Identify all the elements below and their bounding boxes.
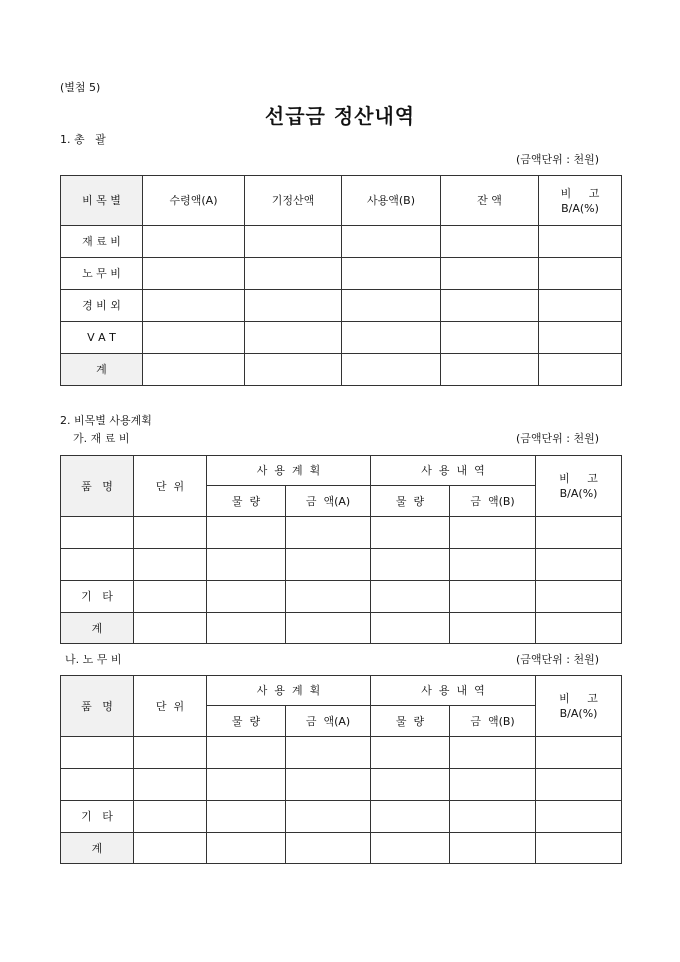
- cell[interactable]: [143, 354, 245, 386]
- cell[interactable]: [207, 613, 286, 644]
- header-actual-amount: 금 액(B): [450, 486, 536, 517]
- cell[interactable]: [450, 801, 536, 833]
- summary-header-row: [61, 176, 622, 226]
- cell[interactable]: [207, 549, 286, 581]
- page-title: 선급금 정산내역: [264, 104, 416, 128]
- cell[interactable]: [441, 290, 539, 322]
- cell[interactable]: [286, 769, 371, 801]
- cell[interactable]: [539, 290, 622, 322]
- row-label-expenses: 경 비 외: [61, 290, 143, 322]
- cell[interactable]: [143, 258, 245, 290]
- header-remark-bottom: B/A(%): [559, 487, 598, 500]
- table-row: [61, 581, 622, 613]
- header-remark: [539, 176, 622, 226]
- cell[interactable]: [286, 517, 371, 549]
- labor-subheading: 나. 노 무 비: [65, 653, 122, 666]
- cell[interactable]: [539, 322, 622, 354]
- header-received: 수령액(A): [143, 176, 245, 226]
- cell[interactable]: [536, 581, 622, 613]
- header-unit: 단 위: [134, 676, 207, 737]
- row-label-other: 기 타: [61, 801, 134, 833]
- header-plan-amount: 금 액(A): [286, 486, 371, 517]
- section1-heading: 1. 총 괄: [60, 133, 106, 146]
- attachment-label: (별첨 5): [60, 81, 101, 94]
- cell[interactable]: [371, 549, 450, 581]
- table-row: [61, 613, 622, 644]
- cell[interactable]: [536, 737, 622, 769]
- header-remark-top: 비 고: [560, 186, 600, 200]
- materials-header-row-1: [61, 456, 622, 486]
- cell[interactable]: [134, 613, 207, 644]
- row-label-materials: 재 료 비: [61, 226, 143, 258]
- cell[interactable]: [342, 322, 441, 354]
- cell[interactable]: [286, 737, 371, 769]
- cell[interactable]: [450, 769, 536, 801]
- header-remark: [536, 676, 622, 737]
- header-item-name: 품 명: [61, 456, 134, 517]
- row-label[interactable]: [61, 737, 134, 769]
- row-label[interactable]: [61, 517, 134, 549]
- table-row: [61, 290, 622, 322]
- header-item-name: 품 명: [61, 676, 134, 737]
- table-row: [61, 801, 622, 833]
- cell[interactable]: [286, 613, 371, 644]
- summary-table: [60, 175, 622, 386]
- row-label-total: 계: [61, 354, 143, 386]
- table-row: [61, 737, 622, 769]
- row-label[interactable]: [61, 549, 134, 581]
- cell[interactable]: [536, 833, 622, 864]
- header-plan-quantity: 물 량: [207, 486, 286, 517]
- cell[interactable]: [371, 613, 450, 644]
- cell[interactable]: [143, 290, 245, 322]
- cell[interactable]: [441, 354, 539, 386]
- cell[interactable]: [539, 258, 622, 290]
- cell[interactable]: [342, 290, 441, 322]
- cell[interactable]: [441, 226, 539, 258]
- cell[interactable]: [450, 517, 536, 549]
- cell[interactable]: [134, 833, 207, 864]
- cell[interactable]: [134, 581, 207, 613]
- header-usage-plan: 사 용 계 획: [207, 676, 371, 706]
- cell[interactable]: [286, 581, 371, 613]
- cell[interactable]: [207, 801, 286, 833]
- cell[interactable]: [207, 581, 286, 613]
- cell[interactable]: [245, 290, 342, 322]
- row-label-labor: 노 무 비: [61, 258, 143, 290]
- header-remark-top: 비 고: [559, 472, 598, 485]
- cell[interactable]: [143, 226, 245, 258]
- row-label-total: 계: [61, 833, 134, 864]
- cell[interactable]: [450, 613, 536, 644]
- cell[interactable]: [371, 769, 450, 801]
- cell[interactable]: [207, 517, 286, 549]
- cell[interactable]: [342, 226, 441, 258]
- cell[interactable]: [245, 354, 342, 386]
- header-unit: 단 위: [134, 456, 207, 517]
- cell[interactable]: [371, 833, 450, 864]
- section2-heading: 2. 비목별 사용계획: [60, 414, 152, 427]
- cell[interactable]: [536, 769, 622, 801]
- cell[interactable]: [371, 581, 450, 613]
- cell[interactable]: [450, 549, 536, 581]
- cell[interactable]: [536, 517, 622, 549]
- cell[interactable]: [134, 737, 207, 769]
- cell[interactable]: [143, 322, 245, 354]
- cell[interactable]: [245, 322, 342, 354]
- cell[interactable]: [371, 737, 450, 769]
- unit-label: (금액단위 : 천원): [516, 153, 600, 166]
- cell[interactable]: [536, 549, 622, 581]
- cell[interactable]: [134, 769, 207, 801]
- table-row: [61, 258, 622, 290]
- cell[interactable]: [539, 354, 622, 386]
- header-plan-amount: 금 액(A): [286, 706, 371, 737]
- table-row: [61, 226, 622, 258]
- cell[interactable]: [286, 549, 371, 581]
- cell[interactable]: [245, 226, 342, 258]
- table-row: [61, 833, 622, 864]
- table-row: [61, 517, 622, 549]
- unit-label: (금액단위 : 천원): [516, 432, 600, 445]
- header-balance: 잔 액: [441, 176, 539, 226]
- row-label-other: 기 타: [61, 581, 134, 613]
- cell[interactable]: [134, 549, 207, 581]
- cell[interactable]: [207, 769, 286, 801]
- unit-label: (금액단위 : 천원): [516, 653, 600, 666]
- cell[interactable]: [286, 833, 371, 864]
- table-row: [61, 769, 622, 801]
- cell[interactable]: [441, 322, 539, 354]
- cell[interactable]: [536, 613, 622, 644]
- header-actual-quantity: 물 량: [371, 706, 450, 737]
- cell[interactable]: [134, 517, 207, 549]
- header-remark-top: 비 고: [559, 692, 598, 705]
- cell[interactable]: [450, 581, 536, 613]
- header-usage-detail: 사 용 내 역: [371, 676, 536, 706]
- labor-table: [60, 675, 622, 864]
- cell[interactable]: [245, 258, 342, 290]
- cell[interactable]: [539, 226, 622, 258]
- header-actual-amount: 금 액(B): [450, 706, 536, 737]
- materials-table: [60, 455, 622, 644]
- labor-header-row-1: [61, 676, 622, 706]
- header-plan-quantity: 물 량: [207, 706, 286, 737]
- cell[interactable]: [134, 801, 207, 833]
- table-row: [61, 354, 622, 386]
- cell[interactable]: [536, 801, 622, 833]
- row-label-vat: V A T: [61, 322, 143, 354]
- cell[interactable]: [342, 258, 441, 290]
- cell[interactable]: [207, 833, 286, 864]
- materials-subheading: 가. 재 료 비: [73, 432, 130, 445]
- header-usage-plan: 사 용 계 획: [207, 456, 371, 486]
- header-used: 사용액(B): [342, 176, 441, 226]
- header-category: 비 목 별: [61, 176, 143, 226]
- table-row: [61, 322, 622, 354]
- cell[interactable]: [450, 737, 536, 769]
- cell[interactable]: [207, 737, 286, 769]
- table-row: [61, 549, 622, 581]
- row-label-total: 계: [61, 613, 134, 644]
- cell[interactable]: [371, 517, 450, 549]
- header-remark-bottom: B/A(%): [559, 707, 598, 720]
- cell[interactable]: [342, 354, 441, 386]
- header-actual-quantity: 물 량: [371, 486, 450, 517]
- header-settled: 기정산액: [245, 176, 342, 226]
- cell[interactable]: [371, 801, 450, 833]
- row-label[interactable]: [61, 769, 134, 801]
- header-remark: [536, 456, 622, 517]
- header-remark-bottom: B/A(%): [561, 201, 599, 215]
- header-usage-detail: 사 용 내 역: [371, 456, 536, 486]
- cell[interactable]: [450, 833, 536, 864]
- cell[interactable]: [441, 258, 539, 290]
- cell[interactable]: [286, 801, 371, 833]
